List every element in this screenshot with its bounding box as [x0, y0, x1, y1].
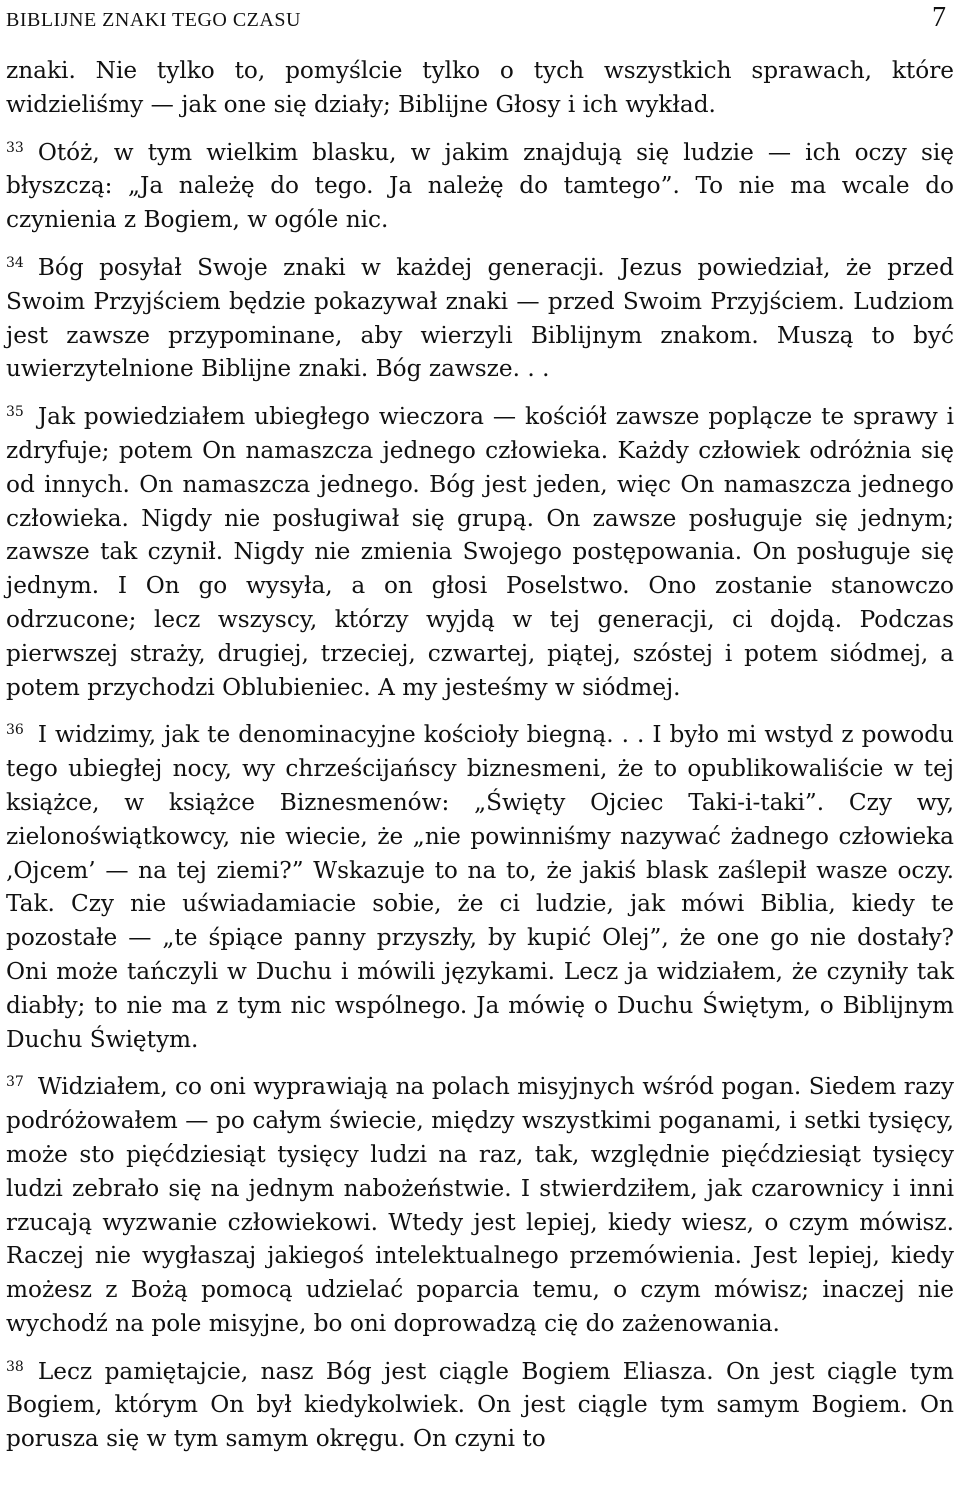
- paragraph-33: [6, 136, 954, 237]
- paragraph-text: I widzimy, jak te denominacyjne kościoły biegną. . . I było mi wstyd z powodu tego ubiegłej nocy, wy chrześcijańscy biznesmeni, że to opublikowaliście w tej książce, w książce Biznesmenów: „Święty Ojciec Taki-i-taki”. Czy wy, zielonoświątkowcy, nie wiecie, że „nie powinniśmy nazywać żadnego człowieka ‚Ojcem’ — na tej ziemi?” Wskazuje to na to, że jakiś blask zaślepił wasze oczy. Tak. Czy nie uświadamiacie sobie, że ci ludzie, jak mówi Biblia, kiedy te pozostałe — „te śpiące panny przyszły, by kupić Olej”, że one go nie dostały? Oni może tańczyli w Duchu i mówili językami. Lecz ja widziałem, że czyniły tak diabły; to nie ma z tym nic wspólnego. Ja mówię o Duchu Świętym, o Biblijnym Duchu Świętym.: [6, 721, 954, 1053]
- paragraph-number: 38: [6, 1358, 24, 1375]
- paragraph-number: 35: [6, 404, 24, 421]
- paragraph-34: [6, 251, 954, 386]
- running-header: [6, 0, 954, 32]
- paragraph-number: 37: [6, 1074, 24, 1091]
- body-text: [6, 54, 954, 1456]
- paragraph-text: Otóż, w tym wielkim blasku, w jakim znajdują się ludzie — ich oczy się błyszczą: „Ja należę do tego. Ja należę do tamtego”. To nie ma wcale do czynienia z Bogiem, w ogóle nic.: [6, 138, 954, 234]
- paragraph-37: [6, 1070, 954, 1340]
- paragraph-36: [6, 718, 954, 1056]
- paragraph-number: 33: [6, 139, 24, 156]
- header-title: BIBLIJNE ZNAKI TEGO CZASU: [6, 9, 301, 31]
- paragraph-text: Lecz pamiętajcie, nasz Bóg jest ciągle Bogiem Eliasza. On jest ciągle tym Bogiem, którym On był kiedykolwiek. On jest ciągle tym samym Bogiem. On porusza się w tym samym okręgu. On czyni to: [6, 1357, 954, 1453]
- paragraph-text: Bóg posyłał Swoje znaki w każdej generacji. Jezus powiedział, że przed Swoim Przyjściem będzie pokazywał znaki — przed Swoim Przyjściem. Ludziom jest zawsze przypominane, aby wierzyli Biblijnym znakom. Muszą to być uwierzytelnione Biblijne znaki. Bóg zawsze. . .: [6, 253, 954, 383]
- paragraph-text: znaki. Nie tylko to, pomyślcie tylko o tych wszystkich sprawach, które widzieliśmy — jak one się działy; Biblijne Głosy i ich wykład.: [6, 57, 954, 118]
- paragraph-continuation: [6, 54, 954, 122]
- paragraph-38: [6, 1355, 954, 1456]
- paragraph-number: 36: [6, 722, 24, 739]
- paragraph-35: [6, 400, 954, 704]
- paragraph-text: Widziałem, co oni wyprawiają na polach misyjnych wśród pogan. Siedem razy podróżowałem — po całym świecie, między wszystkimi poganami, i setki tysięcy, może sto pięćdziesiąt tysięcy ludzi na raz, tak, względnie pięćdziesiąt tysięcy ludzi zebrało się na jednym nabożeństwie. I stwierdziłem, jak czarownicy i inni rzucają wyzwanie człowiekowi. Wtedy jest lepiej, kiedy wiesz, o czym mówisz. Raczej nie wygłaszaj jakiegoś intelektualnego przemówienia. Jest lepiej, kiedy możesz z Bożą pomocą udzielać poparcia temu, o czym mówisz; inaczej nie wychodź na pole misyjne, bo oni doprowadzą cię do zażenowania.: [6, 1073, 954, 1337]
- paragraph-text: Jak powiedziałem ubiegłego wieczora — kościół zawsze poplącze te sprawy i zdryfuje; potem On namaszcza jednego człowieka. Każdy człowiek odróżnia się od innych. On namaszcza jednego. Bóg jest jeden, więc On namaszcza jednego człowieka. Nigdy nie posługiwał się grupą. On zawsze posługuje się jednym; zawsze tak czynił. Nigdy nie zmienia Swojego postępowania. On posługuje się jednym. I On go wysyła, a on głosi Poselstwo. Ono zostanie stanowczo odrzucone; lecz wszyscy, którzy wyjdą w tej generacji, ci dojdą. Podczas pierwszej straży, drugiej, trzeciej, czwartej, piątej, szóstej i potem siódmej, a potem przychodzi Oblubieniec. A my jesteśmy w siódmej.: [6, 403, 954, 701]
- paragraph-number: 34: [6, 254, 24, 271]
- page-number: 7: [932, 2, 946, 33]
